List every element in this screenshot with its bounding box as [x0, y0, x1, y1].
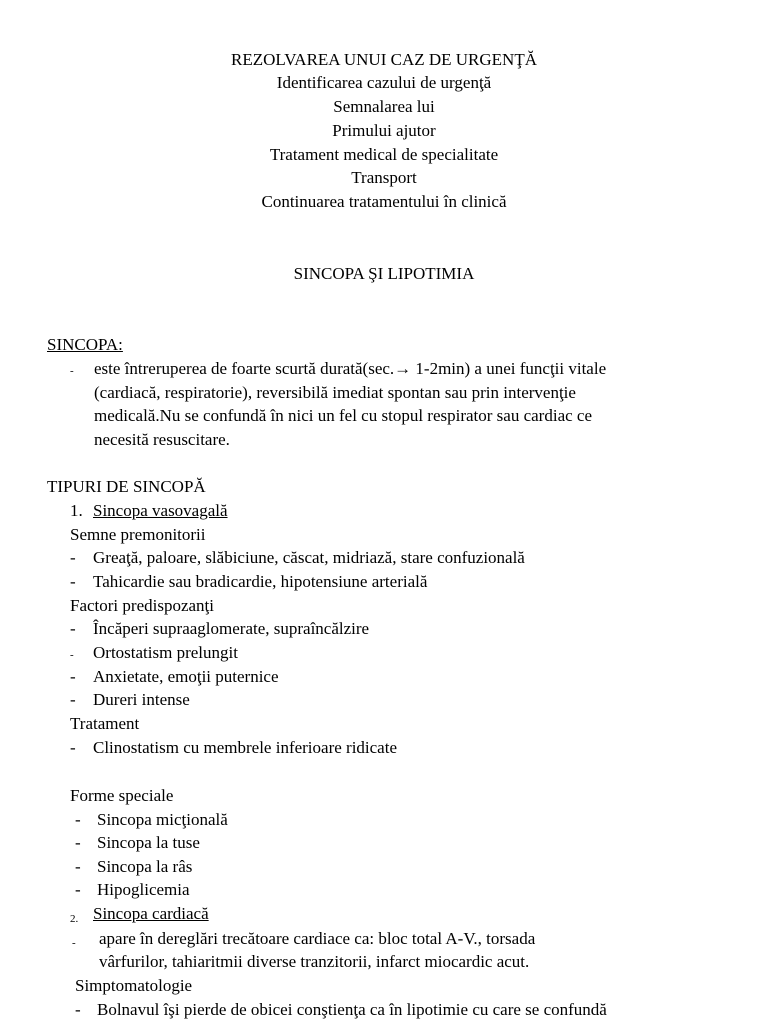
bullet-dash: - [70, 365, 74, 377]
document-title: REZOLVAREA UNUI CAZ DE URGENŢĂ [231, 50, 537, 69]
list-number: 1. [70, 501, 83, 520]
list-item: Greaţă, paloare, slăbiciune, căscat, midriază, stare confuzională [93, 548, 525, 567]
definition-line: este întreruperea de foarte scurtă durată(sec.→ 1-2min) a unei funcţii vitale [94, 359, 607, 378]
cardiaca-desc: apare în dereglări trecătoare cardiace ca: bloc total A-V., torsada [99, 929, 536, 948]
definition-line: necesită resuscitare. [94, 430, 230, 449]
dash: - [75, 1000, 81, 1019]
list-item: Clinostatism cu membrele inferioare ridicate [93, 738, 397, 757]
vasovagala-title: Sincopa vasovagală [93, 501, 228, 520]
list-item: Sincopa la tuse [97, 833, 200, 852]
list-item: Bolnavul îşi pierde de obicei conştienţa ca în lipotimie cu care se confundă [97, 1000, 607, 1019]
list-number: 2. [70, 913, 79, 925]
dash: - [70, 572, 76, 591]
list-item: Sincopa la râs [97, 857, 193, 876]
step-item: Identificarea cazului de urgenţă [276, 73, 492, 92]
tratament-heading: Tratament [70, 714, 140, 733]
dash: - [75, 857, 81, 876]
dash: - [75, 810, 81, 829]
tipuri-heading: TIPURI DE SINCOPĂ [47, 477, 206, 496]
simpt-heading: Simptomatologie [75, 976, 193, 995]
list-item: Tahicardie sau bradicardie, hipotensiune arterială [93, 572, 428, 591]
step-item: Tratament medical de specialitate [269, 145, 499, 164]
dash: - [70, 649, 74, 661]
list-item: Încăperi supraaglomerate, supraîncălzire [93, 619, 370, 638]
definition-line: medicală.Nu se confundă în nici un fel cu stopul respirator sau cardiac ce [94, 406, 592, 425]
list-item: Anxietate, emoţii puternice [93, 667, 279, 686]
list-item: Hipoglicemia [97, 880, 190, 899]
step-item: Transport [351, 168, 417, 187]
cardiaca-desc: vârfurilor, tahiaritmii diverse tranzitorii, infarct miocardic acut. [99, 952, 530, 971]
dash: - [70, 548, 76, 567]
sincopa-heading: SINCOPA: [47, 335, 123, 354]
list-item: Sincopa micţională [97, 810, 228, 829]
step-item: Primului ajutor [332, 121, 436, 140]
dash: - [70, 738, 76, 757]
semne-heading: Semne premonitorii [70, 525, 206, 544]
dash: - [70, 690, 76, 709]
factori-heading: Factori predispozanţi [70, 596, 214, 615]
definition-line: (cardiacă, respiratorie), reversibilă imediat spontan sau prin intervenţie [94, 383, 576, 402]
section-title: SINCOPA ŞI LIPOTIMIA [293, 264, 475, 283]
dash: - [75, 880, 81, 899]
list-item: Dureri intense [93, 690, 190, 709]
dash: - [70, 619, 76, 638]
cardiaca-title: Sincopa cardiacă [93, 904, 209, 923]
step-item: Continuarea tratamentului în clinică [261, 192, 507, 211]
forme-heading: Forme speciale [70, 786, 174, 805]
step-item: Semnalarea lui [333, 97, 435, 116]
list-item: Ortostatism prelungit [93, 643, 238, 662]
dash: - [75, 833, 81, 852]
dash: - [70, 667, 76, 686]
dash: - [72, 937, 76, 949]
